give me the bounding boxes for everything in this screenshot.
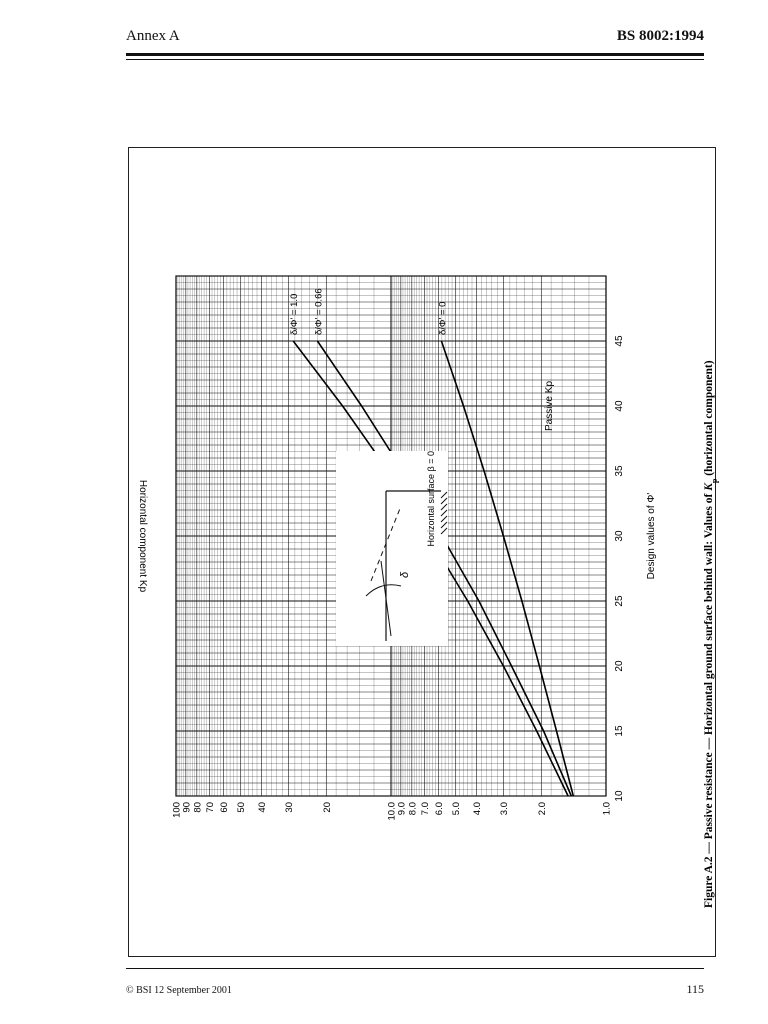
x-tick-label: 20 [614,660,625,672]
x-tick-label: 45 [614,335,625,347]
caption-subscript: p [709,478,719,484]
y-axis-label: Horizontal component Kp [137,479,148,593]
y-tick-label: 2.0 [536,802,548,816]
x-axis-label: Design values of Φ' [646,492,657,580]
footer-copyright: © BSI 12 September 2001 [126,985,232,996]
caption-text [703,360,719,908]
series-label-1: δ/Φ' = 0.66 [313,288,325,335]
y-tick-label: 80 [192,802,204,813]
chart-title: Passive Kp [544,380,555,432]
y-tick-label: 7.0 [419,802,431,816]
x-tick-label: 10 [614,790,625,802]
y-tick-label: 4.0 [472,802,484,816]
y-tick-label: 40 [257,802,269,813]
series-label-2: δ/Φ' = 0 [437,301,449,335]
figure-svg [129,148,719,956]
caption-symbol: K [703,483,715,491]
header-rule-thin [126,59,704,60]
y-tick-label: 90 [181,802,193,813]
y-tick-label: 3.0 [498,802,510,816]
inset-label: Horizontal surface β = 0 [426,451,436,547]
y-tick-label: 70 [204,802,216,813]
y-tick-label: 20 [321,802,333,813]
caption-prefix: Figure A.2 — Passive resistance — Horizontal ground surface behind wall: Values of [703,490,715,908]
inset-diagram [336,451,448,646]
header-annex: Annex A [126,28,180,44]
y-tick-label: 100 [171,802,183,818]
header-standard: BS 8002:1994 [616,28,704,44]
footer-page-number: 115 [686,982,704,996]
y-tick-label: 60 [219,802,231,813]
y-tick-label: 50 [236,802,248,813]
y-tick-label: 9.0 [396,802,408,816]
y-tick-label: 5.0 [451,802,463,816]
inset-delta: δ [399,571,411,578]
x-tick-label: 15 [614,725,625,737]
chart-plot [137,276,657,821]
y-tick-label: 8.0 [407,802,419,816]
x-tick-label: 30 [614,530,625,542]
y-tick-labels [172,802,613,821]
x-tick-label: 25 [614,595,625,607]
y-tick-label: 30 [283,802,295,813]
series-label-0: δ/Φ' = 1.0 [289,293,301,335]
y-tick-label: 1.0 [601,802,613,816]
x-tick-label: 35 [614,465,625,477]
header-rule [126,53,704,56]
caption-suffix: (horizontal component) [703,360,715,479]
x-tick-label: 40 [614,400,625,412]
y-tick-label: 10.0 [386,802,398,821]
footer-rule [126,968,704,969]
x-tick-labels [614,335,625,802]
figure-caption [703,360,719,908]
figure-frame [128,147,719,957]
y-tick-label: 6.0 [434,802,446,816]
